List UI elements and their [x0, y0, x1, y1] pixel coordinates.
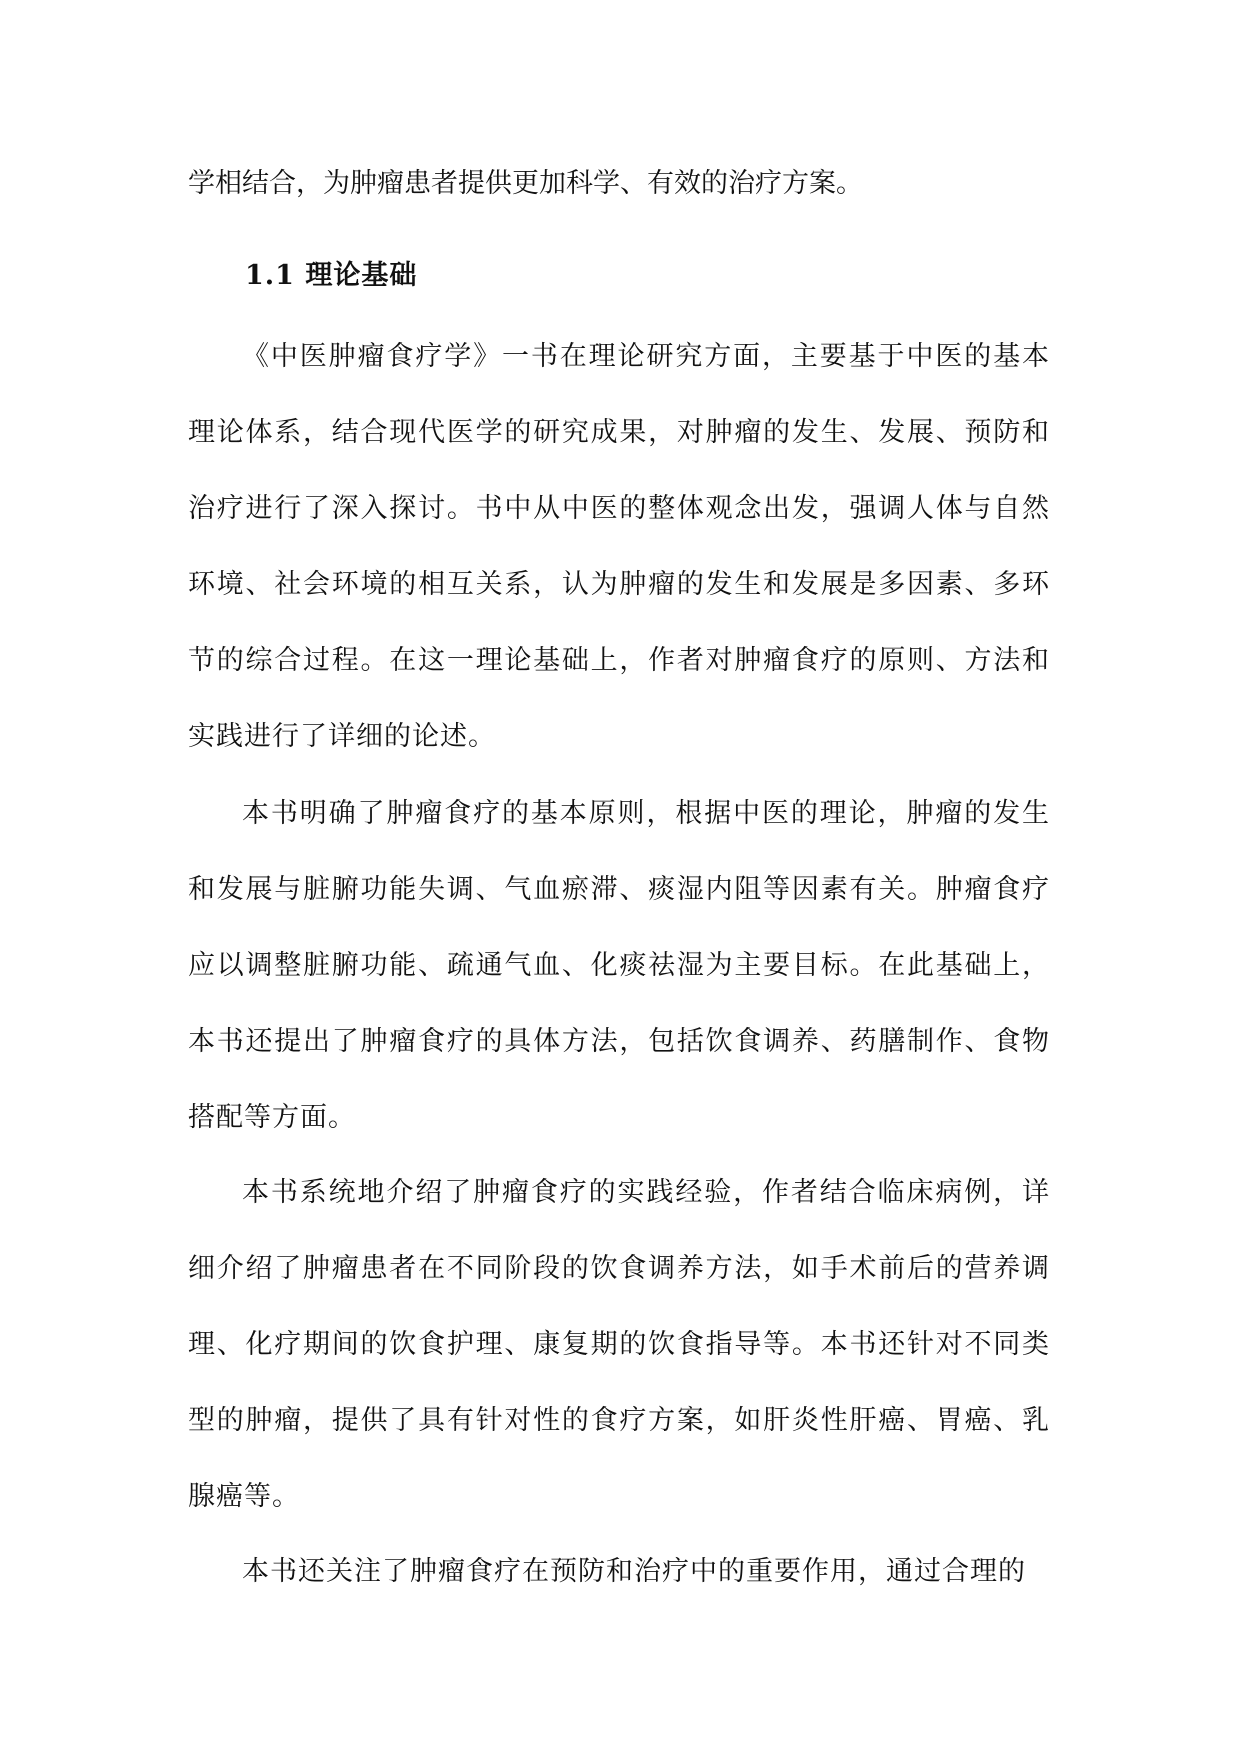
continuation-text: 学相结合，为肿瘤患者提供更加科学、有效的治疗方案。 — [188, 168, 863, 199]
paragraph-2: 本书明确了肿瘤食疗的基本原则，根据中医的理论，肿瘤的发生和发展与脏腑功能失调、气血瘀滞、痰湿内阻等因素有关。肿瘤食疗应以调整脏腑功能、疏通气血、化痰祛湿为主要目标。在此基础上，本书还提出了肿瘤食疗的具体方法，包括饮食调养、药膳制作、食物搭配等方面。 — [188, 798, 1050, 1133]
section-heading: 1.1 理论基础 — [245, 260, 418, 291]
paragraph-3: 本书系统地介绍了肿瘤食疗的实践经验，作者结合临床病例，详细介绍了肿瘤患者在不同阶段的饮食调养方法，如手术前后的营养调理、化疗期间的饮食护理、康复期的饮食指导等。本书还针对不同类型的肿瘤，提供了具有针对性的食疗方案，如肝炎性肝癌、胃癌、乳腺癌等。 — [188, 1177, 1050, 1512]
paragraph-1: 《中医肿瘤食疗学》一书在理论研究方面，主要基于中医的基本理论体系，结合现代医学的研究成果，对肿瘤的发生、发展、预防和治疗进行了深入探讨。书中从中医的整体观念出发，强调人体与自然环境、社会环境的相互关系，认为肿瘤的发生和发展是多因素、多环节的综合过程。在这一理论基础上，作者对肿瘤食疗的原则、方法和实践进行了详细的论述。 — [188, 341, 1050, 752]
paragraph-4: 本书还关注了肿瘤食疗在预防和治疗中的重要作用，通过合理的 — [242, 1556, 1026, 1587]
